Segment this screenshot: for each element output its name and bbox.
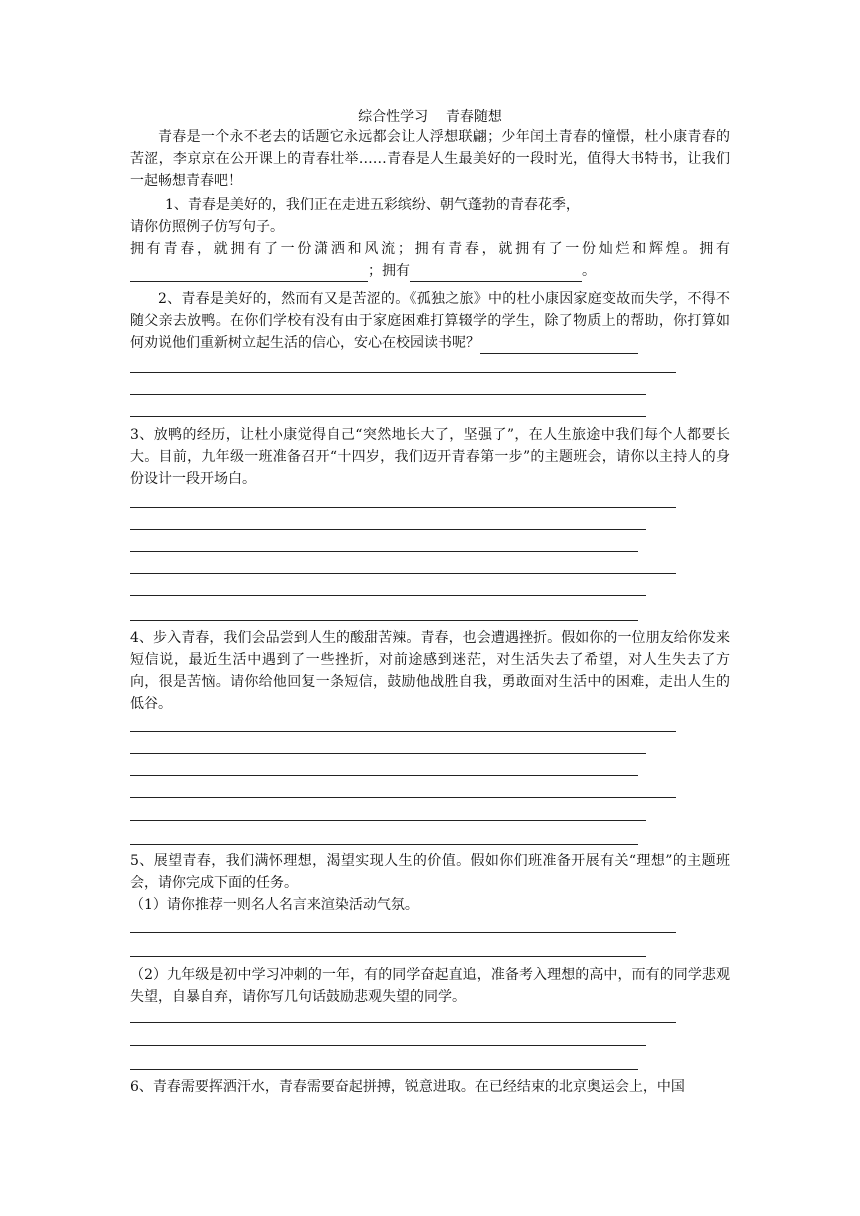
question-2-body: 2、青春是美好的，然而有又是苦涩的。《孤独之旅》中的杜小康因家庭变故而失学，不得不随父亲去放鸭。在你们学校有没有由于家庭困难打算辍学的学生，除了物质上的帮助，你打算如何劝说他们重新树立起生活的信心，安心在校园读书呢？ [130,291,730,351]
fill-blank-1[interactable] [130,267,368,282]
answer-line[interactable] [130,372,676,373]
question-2-text [130,288,730,354]
answer-line[interactable] [130,507,676,508]
answer-line[interactable] [130,1069,638,1070]
answer-line[interactable] [130,775,638,776]
example-text: 拥有青春，就拥有了一份潇洒和风流；拥有青春，就拥有了一份灿烂和辉煌。 [130,241,700,257]
answer-line[interactable] [130,932,676,933]
question-5-text: 5、展望青春，我们满怀理想，渴望实现人生的价值。假如你们班准备开展有关“理想”的主题班会，请你完成下面的任务。 [130,853,730,891]
answer-line[interactable] [130,551,638,552]
answer-line[interactable] [130,956,646,957]
answer-line[interactable] [130,529,646,530]
answer-line[interactable] [130,1022,676,1023]
answer-line[interactable] [130,1045,646,1046]
intro-paragraph: 青春是一个永不老去的话题它永远都会让人浮想联翩；少年闰土青春的憧憬，杜小康青春的苦涩，李京京在公开课上的青春壮举……青春是人生最美好的一段时光，值得大书特书，让我们一起畅想青春吧！ [130,129,730,189]
answer-line[interactable] [130,394,646,395]
answer-inline-2[interactable] [480,339,638,354]
fill-word-1: 拥有 [699,241,731,257]
fill-separator: ； [368,263,382,279]
fill-end: 。 [582,263,596,279]
question-6-text: 6、青春需要挥洒汗水，青春需要奋起拼搏，锐意进取。在已经结束的北京奥运会上，中国 [130,1079,685,1095]
question-4-text: 4、步入青春，我们会品尝到人生的酸甜苦辣。青春，也会遭遇挫折。假如你的一位朋友给你发来短信说，最近生活中遇到了一些挫折，对前途感到迷茫，对生活失去了希望，对人生失去了方向，很是苦恼。请你给他回复一条短信，鼓励他战胜自我，勇敢面对生活中的困难，走出人生的低谷。 [130,630,730,712]
question-5-part-1: （1）请你推荐一则名人名言来渲染活动气氛。 [130,897,419,913]
answer-line[interactable] [130,844,638,845]
question-5-part-2: （2）九年级是初中学习冲刺的一年，有的同学奋起直追，准备考入理想的高中，而有的同学悲观失望，自暴自弃，请你写几句话鼓励悲观失望的同学。 [130,967,730,1005]
answer-line[interactable] [130,595,646,596]
fill-blank-2[interactable] [410,267,582,282]
answer-line[interactable] [130,620,638,621]
answer-line[interactable] [130,753,646,754]
answer-line[interactable] [130,731,676,732]
question-1-example [130,238,730,282]
answer-line[interactable] [130,797,676,798]
fill-word-2: 拥有 [382,263,410,279]
question-1-text: 1、青春是美好的，我们正在走进五彩缤纷、朝气蓬勃的青春花季， [165,197,580,213]
answer-line[interactable] [130,416,646,417]
answer-line[interactable] [130,573,676,574]
question-3-text: 3、放鸭的经历，让杜小康觉得自己“突然地长大了，坚强了”，在人生旅途中我们每个人都要长大。目前，九年级一班准备召开“十四岁，我们迈开青春第一步”的主题班会，请你以主持人的身份设计一段开场白。 [130,427,730,487]
page-title: 综合性学习 青春随想 [358,109,502,125]
answer-line[interactable] [130,820,646,821]
question-1-instruction: 请你仿照例子仿写句子。 [130,219,284,235]
